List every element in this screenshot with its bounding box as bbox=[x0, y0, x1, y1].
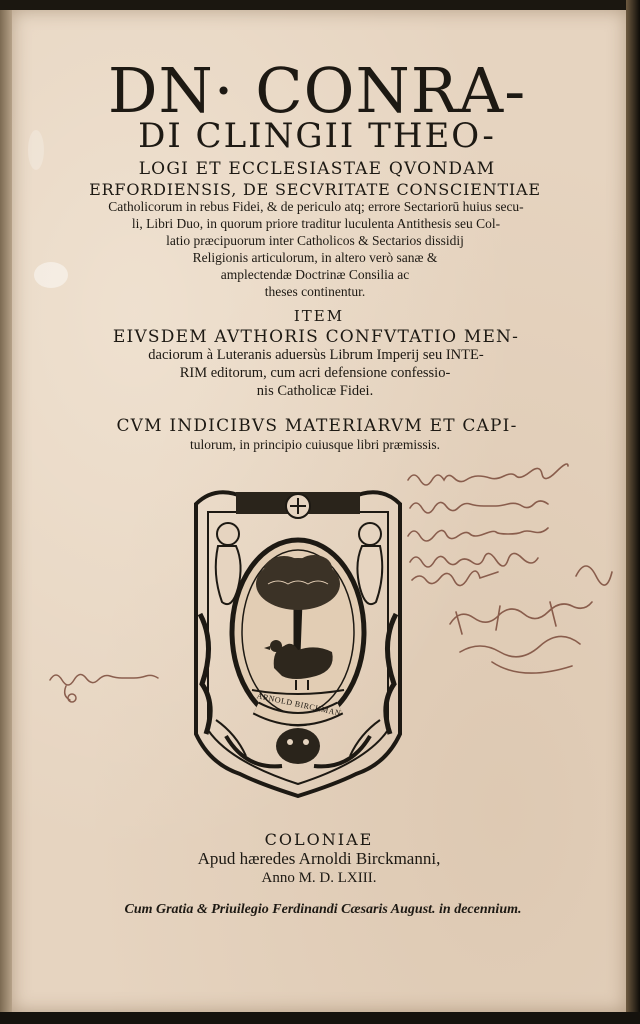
description-line: Catholicorum in rebus Fidei, & de periculo atq; errore Sectariorū huius secu- bbox=[108, 199, 524, 214]
imprint-city: COLONIAE bbox=[264, 830, 374, 849]
description-line: theses continentur. bbox=[264, 284, 366, 299]
title-line-3: LOGI ET ECCLESIASTAE QVONDAM bbox=[138, 159, 496, 179]
description-line: Religionis articulorum, in altero verò sanæ & bbox=[192, 250, 438, 265]
indices-line: CVM INDICIBVS MATERIARVM ET CAPI- bbox=[116, 416, 518, 436]
title-line-2: DI CLINGII THEO- bbox=[138, 116, 496, 156]
printer-device-motto: ARNOLD BIRCKMAN bbox=[256, 691, 342, 718]
imprint-year: Anno M. D. LXIII. bbox=[261, 870, 377, 886]
confutatio-line: nis Catholicæ Fidei. bbox=[256, 383, 374, 399]
item-heading: ITEM bbox=[293, 307, 345, 325]
bottom-edge-shadow bbox=[0, 1012, 640, 1024]
page-edge-shadow bbox=[626, 0, 640, 1024]
printer-device-emblem bbox=[186, 484, 410, 798]
handwritten-marginalia-left bbox=[40, 656, 176, 706]
imprint-printer: Apud hæredes Arnoldi Birckmanni, bbox=[197, 849, 441, 868]
confutatio-line: daciorum à Luteranis aduersùs Librum Imperij seu INTE- bbox=[148, 347, 484, 363]
description-line: amplectendæ Doctrinæ Consilia ac bbox=[220, 267, 410, 282]
indices-line: tulorum, in principio cuiusque libri præmissis. bbox=[189, 437, 441, 452]
description-line: li, Libri Duo, in quorum priore traditur luculenta Antithesis seu Col- bbox=[131, 216, 501, 231]
confutatio-line: EIVSDEM AVTHORIS CONFVTATIO MEN- bbox=[112, 327, 520, 347]
title-line-1: DN· CONRA- bbox=[107, 54, 527, 127]
handwritten-marginalia bbox=[400, 456, 624, 706]
description-line: latio præcipuorum inter Catholicos & Sectarios dissidij bbox=[166, 233, 464, 248]
confutatio-line: RIM editorum, cum acri defensione confessio- bbox=[179, 365, 451, 381]
imprint-privilege: Cum Gratia & Priuilegio Ferdinandi Cæsaris August. in decennium. bbox=[124, 902, 522, 917]
title-line-4: ERFORDIENSIS, DE SECVRITATE CONSCIENTIAE bbox=[89, 180, 541, 199]
